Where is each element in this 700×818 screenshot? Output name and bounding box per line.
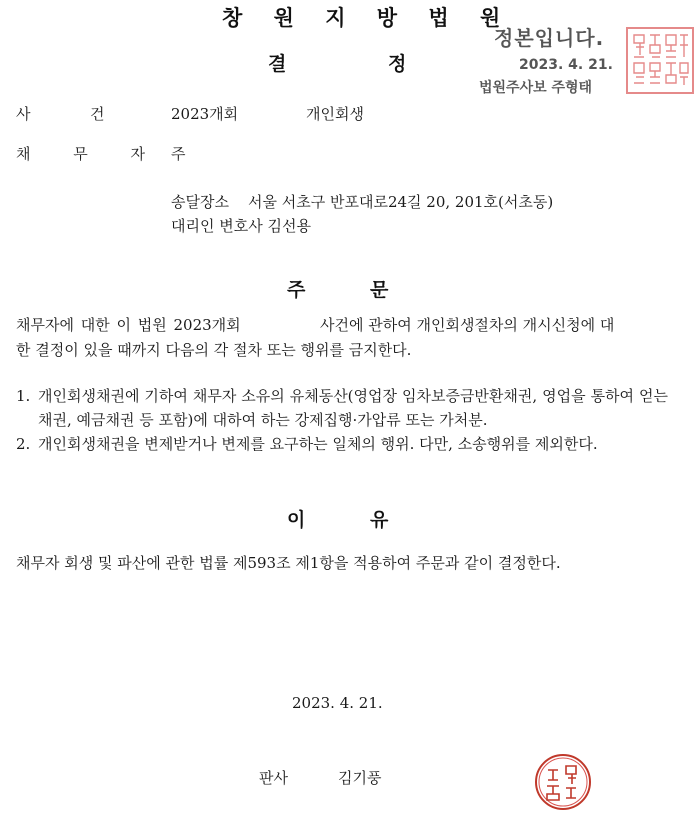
agent-name: 대리인 변호사 김선용 bbox=[171, 217, 311, 235]
case-number: 2023개회 bbox=[171, 105, 239, 123]
order-intro-line2: 한 결정이 있을 때까지 다음의 각 절차 또는 행위를 금지한다. bbox=[16, 341, 412, 359]
court-seal-graphic bbox=[628, 29, 692, 92]
court-seal-stamp bbox=[626, 27, 694, 94]
order-item-text: 개인회생채권에 기하여 채무자 소유의 유체동산(영업장 임차보증금반환채권, 영업을 통하여 얻는 채권, 예금채권 등 포함)에 대하여 하는 강제집행·가압류 또는 가처분. bbox=[38, 387, 668, 429]
judge-seal-stamp bbox=[533, 752, 593, 812]
doc-type-title bbox=[268, 49, 407, 76]
debtor-name: 주 bbox=[171, 145, 186, 163]
court-name: 창 원 지 방 법 원 bbox=[222, 6, 513, 30]
order-item-text: 개인회생채권을 변제받거나 변제를 요구하는 일체의 행위. 다만, 소송행위를 제외한다. bbox=[38, 435, 598, 453]
service-address: 서울 서초구 반포대로24길 20, 201호(서초동) bbox=[248, 193, 554, 211]
case-type: 개인회생 bbox=[306, 105, 364, 123]
order-heading-char-1: 주 bbox=[287, 279, 306, 301]
order-item-number: 1. bbox=[16, 387, 31, 405]
reason-heading-char-1: 이 bbox=[287, 509, 306, 531]
order-item-1 bbox=[16, 384, 668, 432]
certified-copy-clerk: 법원주사보 주형태 bbox=[479, 80, 593, 96]
debtor-label: 채 무 자 bbox=[16, 145, 165, 163]
order-heading bbox=[287, 275, 389, 302]
certified-copy-date: 2023. 4. 21. bbox=[519, 57, 613, 73]
case-label-char-1: 사 bbox=[16, 105, 31, 123]
doc-type-char-1: 결 bbox=[268, 53, 287, 75]
case-label-char-2: 건 bbox=[90, 105, 105, 123]
order-intro-part1: 채무자에 대한 이 법원 2023개회 bbox=[16, 316, 241, 334]
reason-text: 채무자 회생 및 파산에 관한 법률 제593조 제1항을 적용하여 주문과 같이 결정한다. bbox=[16, 554, 561, 572]
order-heading-char-2: 문 bbox=[370, 279, 389, 301]
order-item-number: 2. bbox=[16, 435, 31, 453]
decision-date: 2023. 4. 21. bbox=[292, 694, 383, 712]
service-address-label: 송달장소 bbox=[171, 193, 229, 211]
judge-name: 김기풍 bbox=[338, 769, 382, 787]
judge-title: 판사 bbox=[259, 769, 288, 787]
doc-type-char-2: 정 bbox=[388, 53, 407, 75]
order-item-2 bbox=[16, 432, 668, 456]
case-label bbox=[16, 103, 105, 124]
certified-copy-title: 정본입니다. bbox=[494, 26, 605, 50]
reason-heading bbox=[287, 505, 389, 532]
reason-heading-char-2: 유 bbox=[370, 509, 389, 531]
order-intro-part2: 사건에 관하여 개인회생절차의 개시신청에 대 bbox=[320, 316, 615, 334]
judge-seal-graphic bbox=[533, 752, 593, 812]
